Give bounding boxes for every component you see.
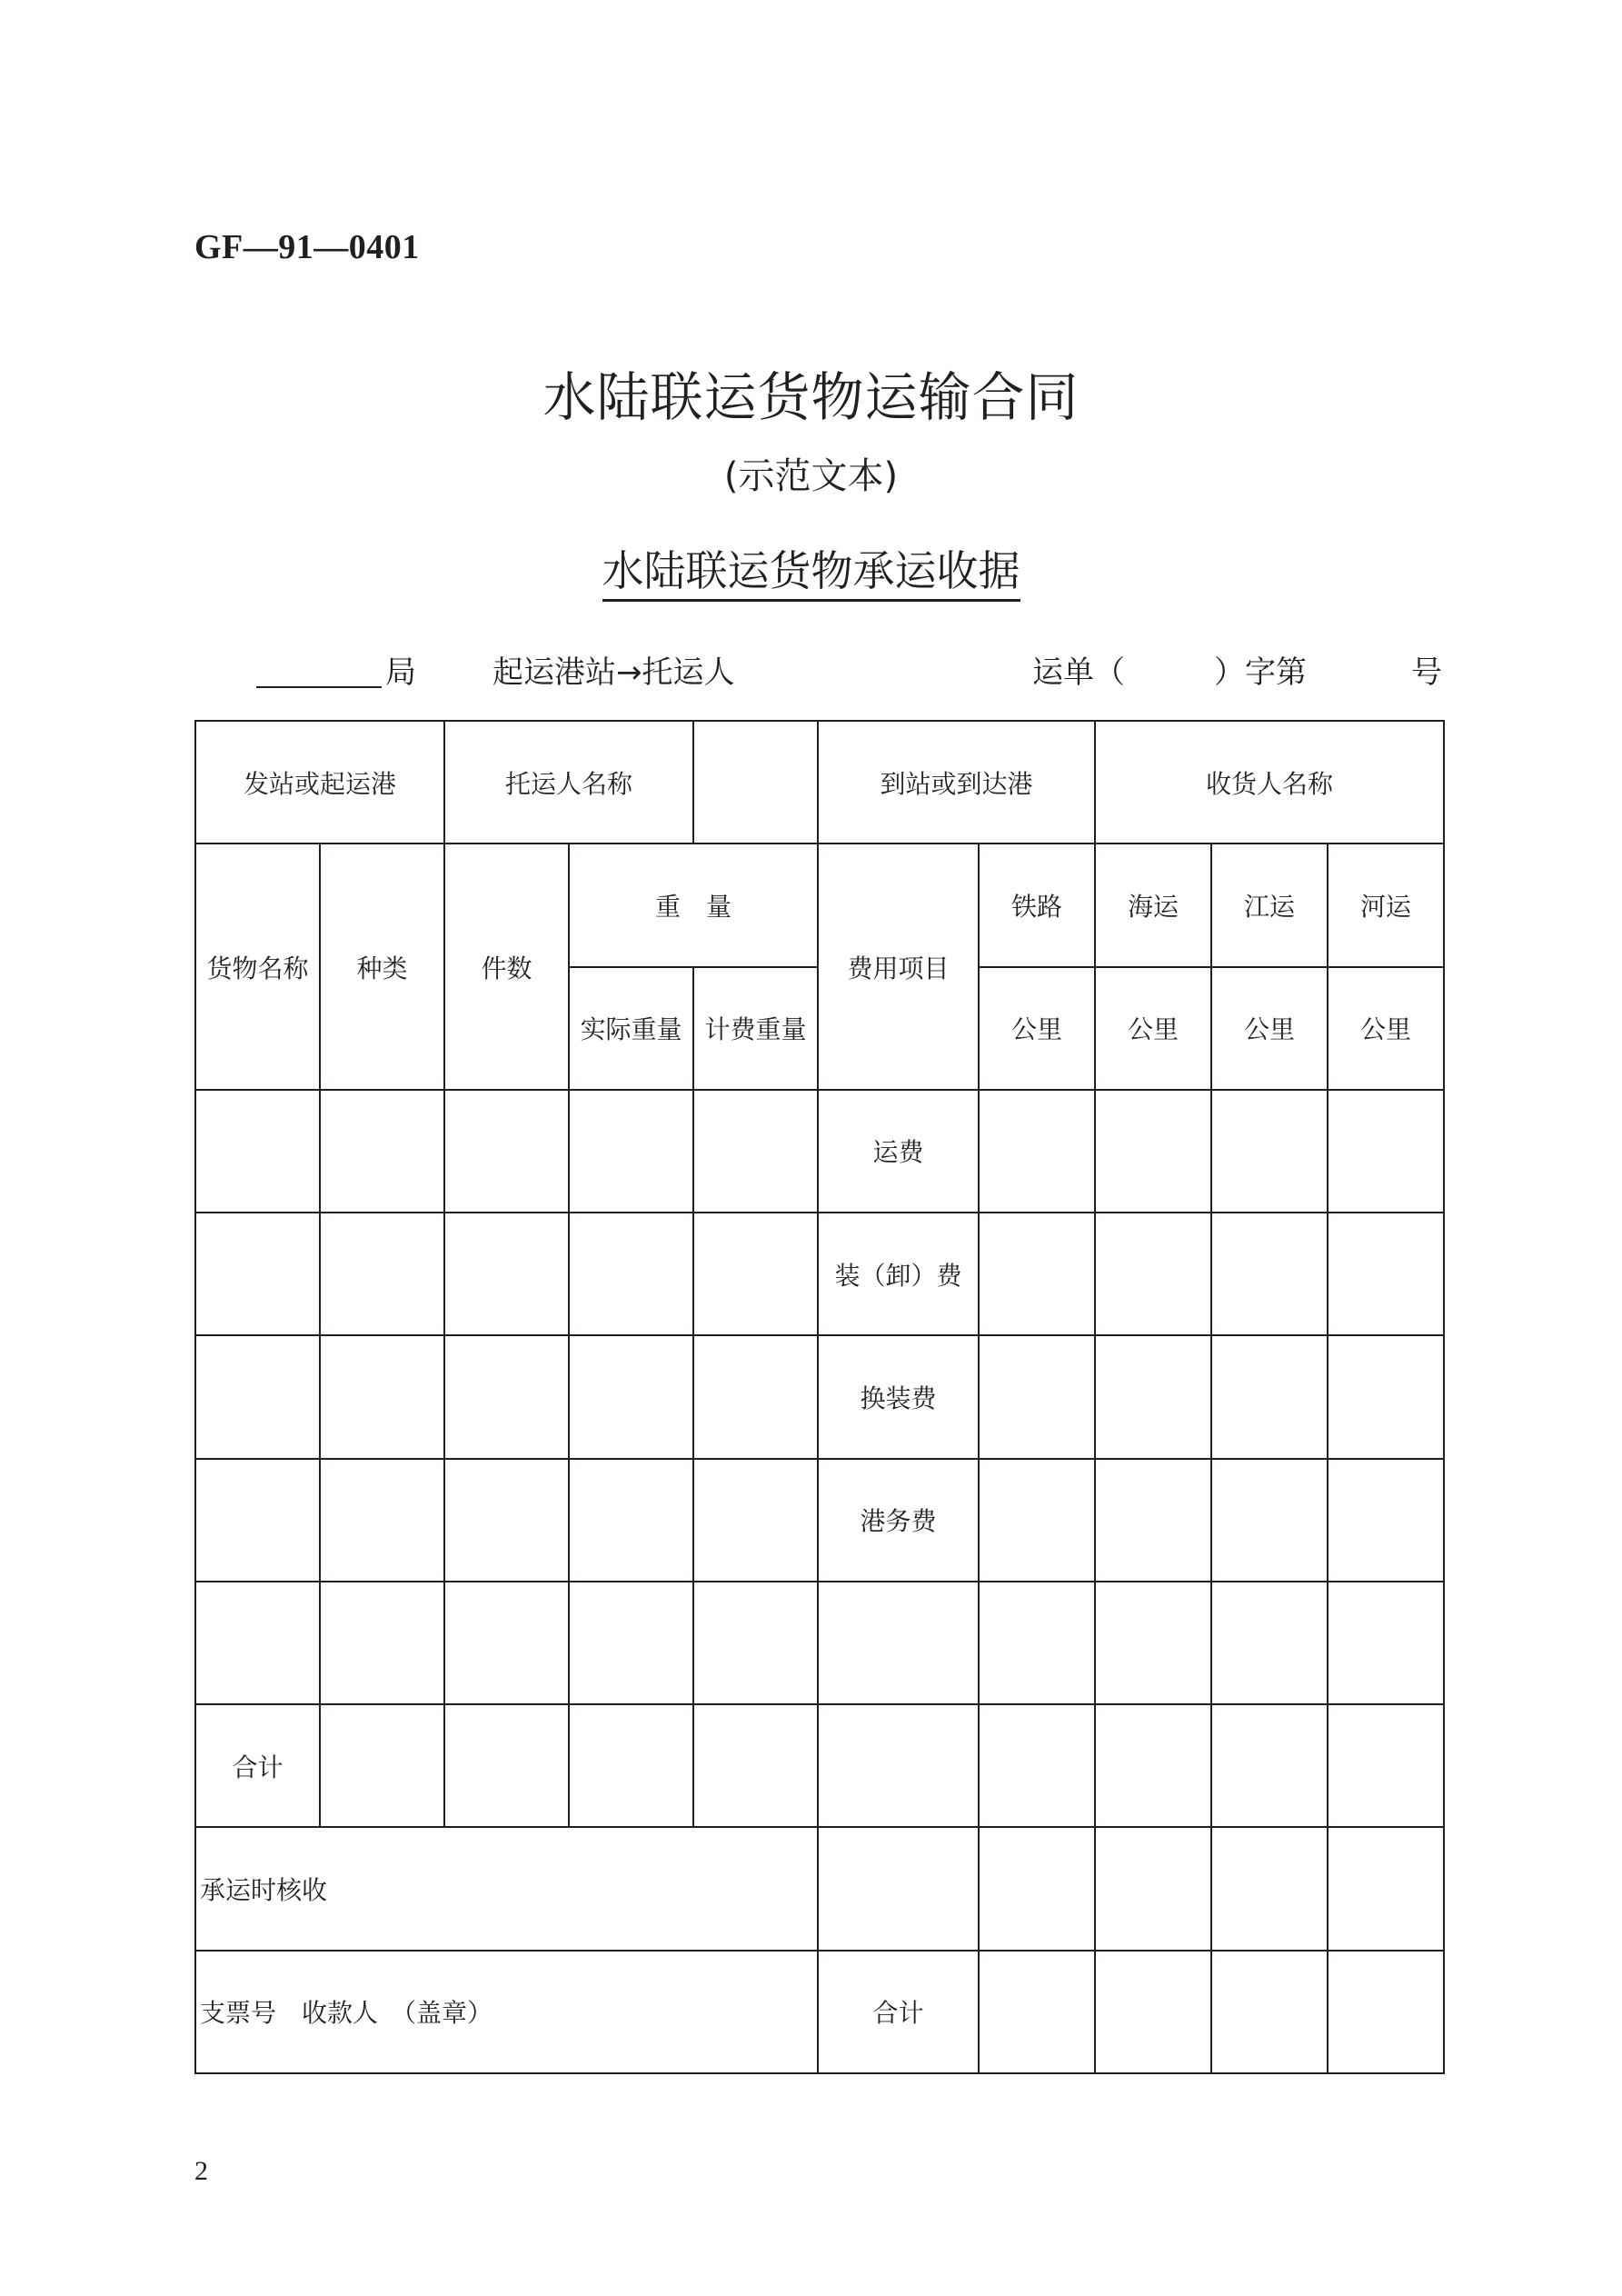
input-cell[interactable] [1211, 1090, 1328, 1213]
table-row [195, 721, 1444, 844]
input-cell[interactable] [444, 1090, 569, 1213]
input-cell[interactable] [1095, 1582, 1211, 1704]
shipper-header: 托运人名称 [444, 721, 693, 844]
input-cell[interactable] [195, 1459, 320, 1582]
fee-transshipment: 换装费 [818, 1335, 979, 1458]
input-cell[interactable] [979, 1582, 1095, 1704]
total-label: 合计 [818, 1951, 979, 2073]
mode-rail-header: 铁路 [979, 844, 1095, 966]
input-cell[interactable] [1095, 1827, 1211, 1950]
input-cell[interactable] [195, 1335, 320, 1458]
input-cell[interactable] [1095, 1459, 1211, 1582]
km-rail-label: 公里 [979, 967, 1095, 1090]
input-cell[interactable] [1095, 1951, 1211, 2073]
input-cell[interactable] [693, 1704, 818, 1827]
input-cell[interactable] [569, 1459, 693, 1582]
waybill-label: 运单（ [1032, 654, 1125, 691]
cheque-label: 支票号 收款人 （盖章） [195, 1951, 818, 2073]
input-cell[interactable] [320, 1213, 444, 1335]
input-cell[interactable] [569, 1213, 693, 1335]
fee-loading: 装（卸）费 [818, 1213, 979, 1335]
input-cell[interactable] [1211, 1459, 1328, 1582]
table-row [195, 1459, 1444, 1582]
input-cell[interactable] [1328, 1704, 1444, 1827]
km-river-label: 公里 [1211, 967, 1328, 1090]
destination-header: 到站或到达港 [818, 721, 1095, 844]
input-cell[interactable] [195, 1213, 320, 1335]
input-cell[interactable] [1095, 1704, 1211, 1827]
input-cell[interactable] [1211, 1213, 1328, 1335]
table-row [195, 1090, 1444, 1213]
origin-header: 发站或起运港 [195, 721, 444, 844]
pieces-header: 件数 [444, 844, 569, 1090]
input-cell[interactable] [569, 1335, 693, 1458]
charge-weight-header: 计费重量 [693, 967, 818, 1090]
input-cell[interactable] [818, 1704, 979, 1827]
input-cell[interactable] [1328, 1335, 1444, 1458]
document-subtitle: (示范文本) [723, 455, 899, 497]
input-cell[interactable] [979, 1827, 1095, 1950]
input-cell[interactable] [693, 1090, 818, 1213]
input-cell[interactable] [979, 1213, 1095, 1335]
actual-weight-header: 实际重量 [569, 967, 693, 1090]
shipper-value-cell[interactable] [693, 721, 818, 844]
table-row [195, 1335, 1444, 1458]
input-cell[interactable] [693, 1213, 818, 1335]
input-cell[interactable] [1095, 1335, 1211, 1458]
km-canal-label: 公里 [1328, 967, 1444, 1090]
input-cell[interactable] [444, 1213, 569, 1335]
input-cell[interactable] [1328, 1951, 1444, 2073]
input-cell[interactable] [1328, 1459, 1444, 1582]
fee-items-header: 费用项目 [818, 844, 979, 1090]
input-cell[interactable] [1328, 1582, 1444, 1704]
table-row [195, 1951, 1444, 2073]
input-cell[interactable] [444, 1704, 569, 1827]
goods-name-header: 货物名称 [195, 844, 320, 1090]
document-title: 水陆联运货物运输合同 [542, 366, 1080, 428]
weight-header: 重 量 [569, 844, 818, 966]
receipt-title [0, 538, 1622, 598]
km-sea-label: 公里 [1095, 967, 1211, 1090]
input-cell[interactable] [979, 1951, 1095, 2073]
mode-canal-header: 河运 [1328, 844, 1444, 966]
input-cell[interactable] [979, 1090, 1095, 1213]
table-row [195, 1704, 1444, 1827]
number-label: 号 [1411, 654, 1442, 691]
input-cell[interactable] [320, 1090, 444, 1213]
input-cell[interactable] [979, 1459, 1095, 1582]
bureau-blank-line [256, 686, 382, 688]
input-cell[interactable] [693, 1459, 818, 1582]
mode-sea-header: 海运 [1095, 844, 1211, 966]
route-label: 起运港站→托运人 [493, 654, 735, 691]
input-cell[interactable] [320, 1459, 444, 1582]
verify-label: 承运时核收 [195, 1827, 818, 1950]
input-cell[interactable] [1095, 1213, 1211, 1335]
table-row [195, 1827, 1444, 1950]
input-cell[interactable] [444, 1459, 569, 1582]
input-cell[interactable] [444, 1335, 569, 1458]
input-cell[interactable] [569, 1090, 693, 1213]
input-cell[interactable] [818, 1827, 979, 1950]
input-cell[interactable] [320, 1704, 444, 1827]
category-header: 种类 [320, 844, 444, 1090]
receipt-form-table [194, 720, 1445, 2074]
bureau-label: 局 [385, 654, 416, 691]
table-row [195, 1213, 1444, 1335]
input-cell[interactable] [569, 1704, 693, 1827]
receipt-title-text: 水陆联运货物承运收据 [602, 546, 1020, 602]
input-cell[interactable] [444, 1582, 569, 1704]
input-cell[interactable] [1328, 1090, 1444, 1213]
input-cell[interactable] [1328, 1213, 1444, 1335]
input-cell[interactable] [1211, 1827, 1328, 1950]
input-cell[interactable] [1095, 1090, 1211, 1213]
input-cell[interactable] [1211, 1335, 1328, 1458]
input-cell[interactable] [1328, 1827, 1444, 1950]
document-code: GF—91—0401 [194, 228, 420, 266]
input-cell[interactable] [693, 1335, 818, 1458]
input-cell[interactable] [1211, 1951, 1328, 2073]
subtotal-label: 合计 [195, 1704, 320, 1827]
input-cell[interactable] [195, 1582, 320, 1704]
table-row [195, 1582, 1444, 1704]
page-number: 2 [194, 2156, 208, 2186]
fee-port: 港务费 [818, 1459, 979, 1582]
fee-freight: 运费 [818, 1090, 979, 1213]
input-cell[interactable] [1211, 1704, 1328, 1827]
input-cell[interactable] [320, 1335, 444, 1458]
mode-river-header: 江运 [1211, 844, 1328, 966]
input-cell[interactable] [979, 1704, 1095, 1827]
consignee-header: 收货人名称 [1095, 721, 1444, 844]
input-cell[interactable] [195, 1090, 320, 1213]
table-row [195, 844, 1444, 966]
input-cell[interactable] [1211, 1582, 1328, 1704]
input-cell[interactable] [320, 1582, 444, 1704]
word-no-label: ）字第 [1214, 654, 1307, 691]
input-cell[interactable] [818, 1582, 979, 1704]
input-cell[interactable] [693, 1582, 818, 1704]
input-cell[interactable] [569, 1582, 693, 1704]
input-cell[interactable] [979, 1335, 1095, 1458]
